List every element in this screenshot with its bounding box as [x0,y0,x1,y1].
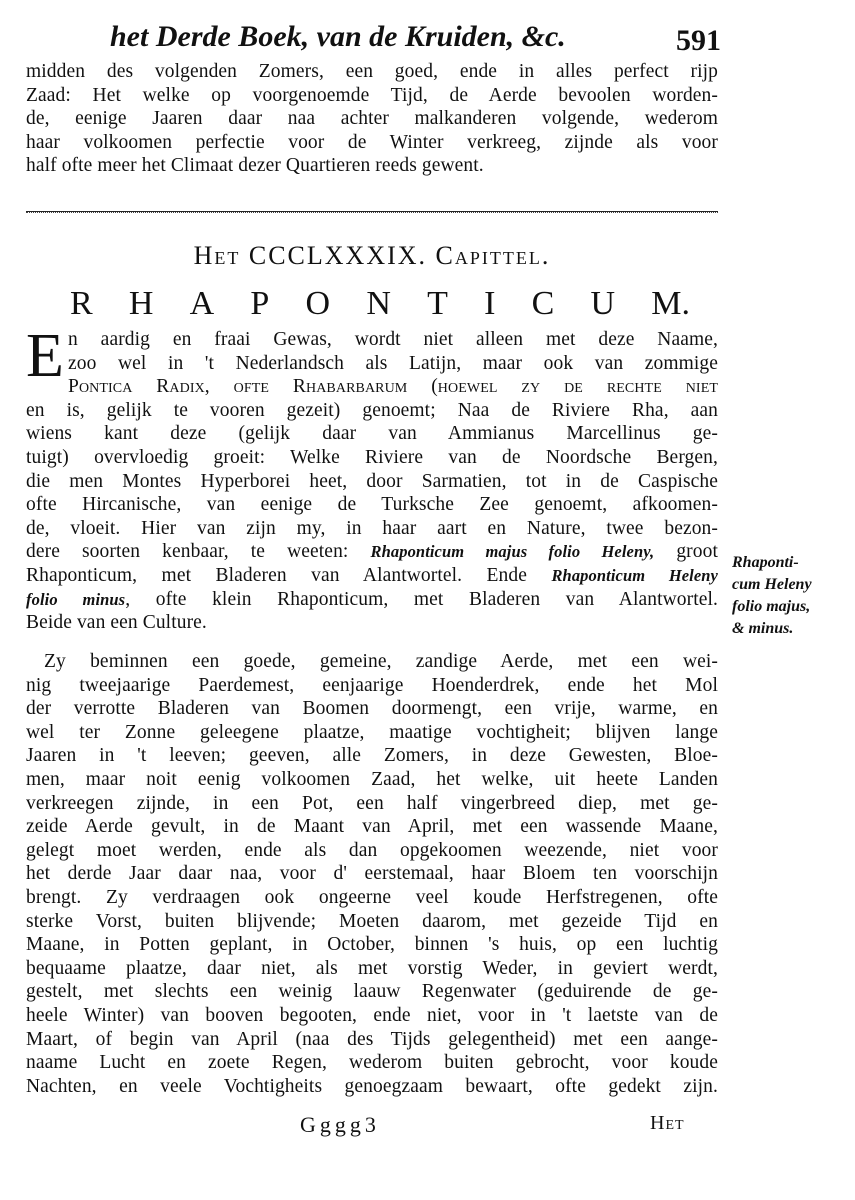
text-line: naame Lucht en zoete Regen, wederom buiten gebrocht, voor koude [26,1052,718,1074]
text-line: haar volkoomen perfectie voor de Winter verkreeg, zijnde als voor [26,131,718,153]
title-letter: U [590,285,616,322]
margin-note-line: cum Heleny [732,576,812,593]
text-line: gestelt, met slechts een weinig laauw Regenwater (geduirende de ge- [26,981,718,1003]
chapter-title [70,284,690,324]
title-letter: T [427,285,448,322]
line-text: Rhaponticum, met Bladeren van Alantwortel. Ende [26,564,528,586]
margin-note [732,552,852,640]
text-line: Beide van een Culture. [26,612,207,634]
title-letter: I [484,285,496,322]
text-line: die men Montes Hyperborei heet, door Sarmatien, tot in de Caspische [26,470,718,492]
text-line: verkreegen zijnde, in een Pot, een half vingerbreed diep, met ge- [26,792,718,814]
latin-name-minor: Rhaponticum Heleny [551,565,718,585]
text-line [26,564,718,588]
text-line: Maane, in Potten geplant, in October, binnen 's huis, op een luchtig [26,934,718,956]
title-letter: O [305,285,331,322]
title-letter: A [189,285,215,322]
title-letter: C [531,285,555,322]
text-line: sterke Vorst, buiten blijvende; Moeten daarom, met gezeide Tijd en [26,910,718,932]
text-line: brengt. Zy verdraagen ook ongeerne veel koude Herfstregenen, ofte [26,886,718,908]
text-line: de, eenige Jaaren daar naa achter malkanderen volgende, wederom [26,108,718,130]
text-line: Maart, of begin van April (naa des Tijds gelegentheid) met een aange- [26,1028,718,1050]
text-line: de, vloeit. Hier van zijn my, in haar aart en Nature, twee bezon- [26,517,718,539]
chapter-heading: Het CCCLXXXIX. Capittel. [193,241,551,270]
latin-name-major: Rhaponticum majus folio Heleny, [370,542,655,562]
text-line [26,540,718,564]
text-line: Pontica Radix, ofte Rhabarbarum (hoewel zy de rechte niet [68,376,718,398]
first-paragraph [26,322,718,635]
catchword: Het [650,1112,685,1134]
text-line: Zaad: Het welke op voorgenoemde Tijd, de Aerde bevoolen worden- [26,84,718,106]
title-letter: P [250,285,270,322]
printer-signature: Gggg3 [300,1112,380,1137]
text-line: Nachten, en veele Vochtigheits genoegzaam bewaart, ofte gedekt zijn. [26,1075,718,1097]
margin-note-line: Rhaponti- [732,554,799,571]
drop-cap: E [26,322,64,390]
text-line: ofte Hircanische, van eenige de Turksche Zee genoemt, afkoomen- [26,494,718,516]
line-text: groot [676,541,718,563]
continuation-paragraph [26,60,718,178]
latin-name-minor: folio minus [26,589,126,609]
line-text: , ofte klein Rhaponticum, met Bladeren van Alantwortel. [125,588,718,610]
text-line: Zy beminnen een goede, gemeine, zandige Aerde, met een wei- [44,651,718,672]
text-line: der verrotte Bladeren van Boomen doormengt, een vrije, warme, en [26,698,718,720]
text-line: nig tweejaarige Paerdemest, eenjaarige Hoenderdrek, ende het Mol [26,674,718,696]
line-text: dere soorten kenbaar, te weeten: [26,541,349,563]
title-letter: M. [651,285,690,322]
title-letter: N [366,285,391,322]
text-line: en is, gelijk te vooren gezeit) genoemt; Naa de Riviere Rha, aan [26,399,718,421]
text-line: gelegt moet werden, ende als dan opgekoomen weezende, niet voor [26,839,718,861]
title-letter: R [70,285,93,322]
text-line: tuigt) overvloedig groeit: Welke Riviere van de Noordsche Bergen, [26,446,718,468]
second-paragraph [26,650,718,1098]
text-line: zoo wel in 't Nederlandsch als Latijn, maar ook van zommige [68,352,718,374]
margin-note-line: folio majus, [732,598,811,615]
text-line: midden des volgenden Zomers, een goed, ende in alles perfect rijp [26,61,718,82]
text-line: bequaame plaatze, daar niet, als met vorstig Weder, in geviert werdt, [26,957,718,979]
text-line: half ofte meer het Climaat dezer Quartieren reeds gewent. [26,155,484,177]
text-line: heele Winter) van booven begooten, ende niet, voor in 't laetste van de [26,1004,718,1026]
text-line: wiens kant deze (gelijk daar van Ammianus Marcellinus ge- [26,423,718,445]
page-number: 591 [676,24,721,57]
text-line: men, maar noit eenig volkoomen Zaad, het welke, uit heete Landen [26,768,718,790]
text-line: n aardig en fraai Gewas, wordt niet alleen met deze Naame, [68,329,718,350]
text-line: wel ter Zonne geleegene plaatze, maatige vochtigheit; blijven lange [26,721,718,743]
section-divider [26,211,718,213]
text-line: Jaaren in 't leeven; geeven, alle Zomers, in deze Gewesten, Bloe- [26,745,718,767]
text-line: zeide Aerde gevult, in de Maant van April, met een wassende Maane, [26,816,718,838]
title-letter: H [128,285,154,322]
text-line [26,588,718,612]
text-line: het derde Jaar daar naa, voor d' eerstemaal, haar Bloem ten voorschijn [26,863,718,885]
running-title: het Derde Boek, van de Kruiden, &c. [110,20,566,53]
margin-note-line: & minus. [732,620,794,637]
